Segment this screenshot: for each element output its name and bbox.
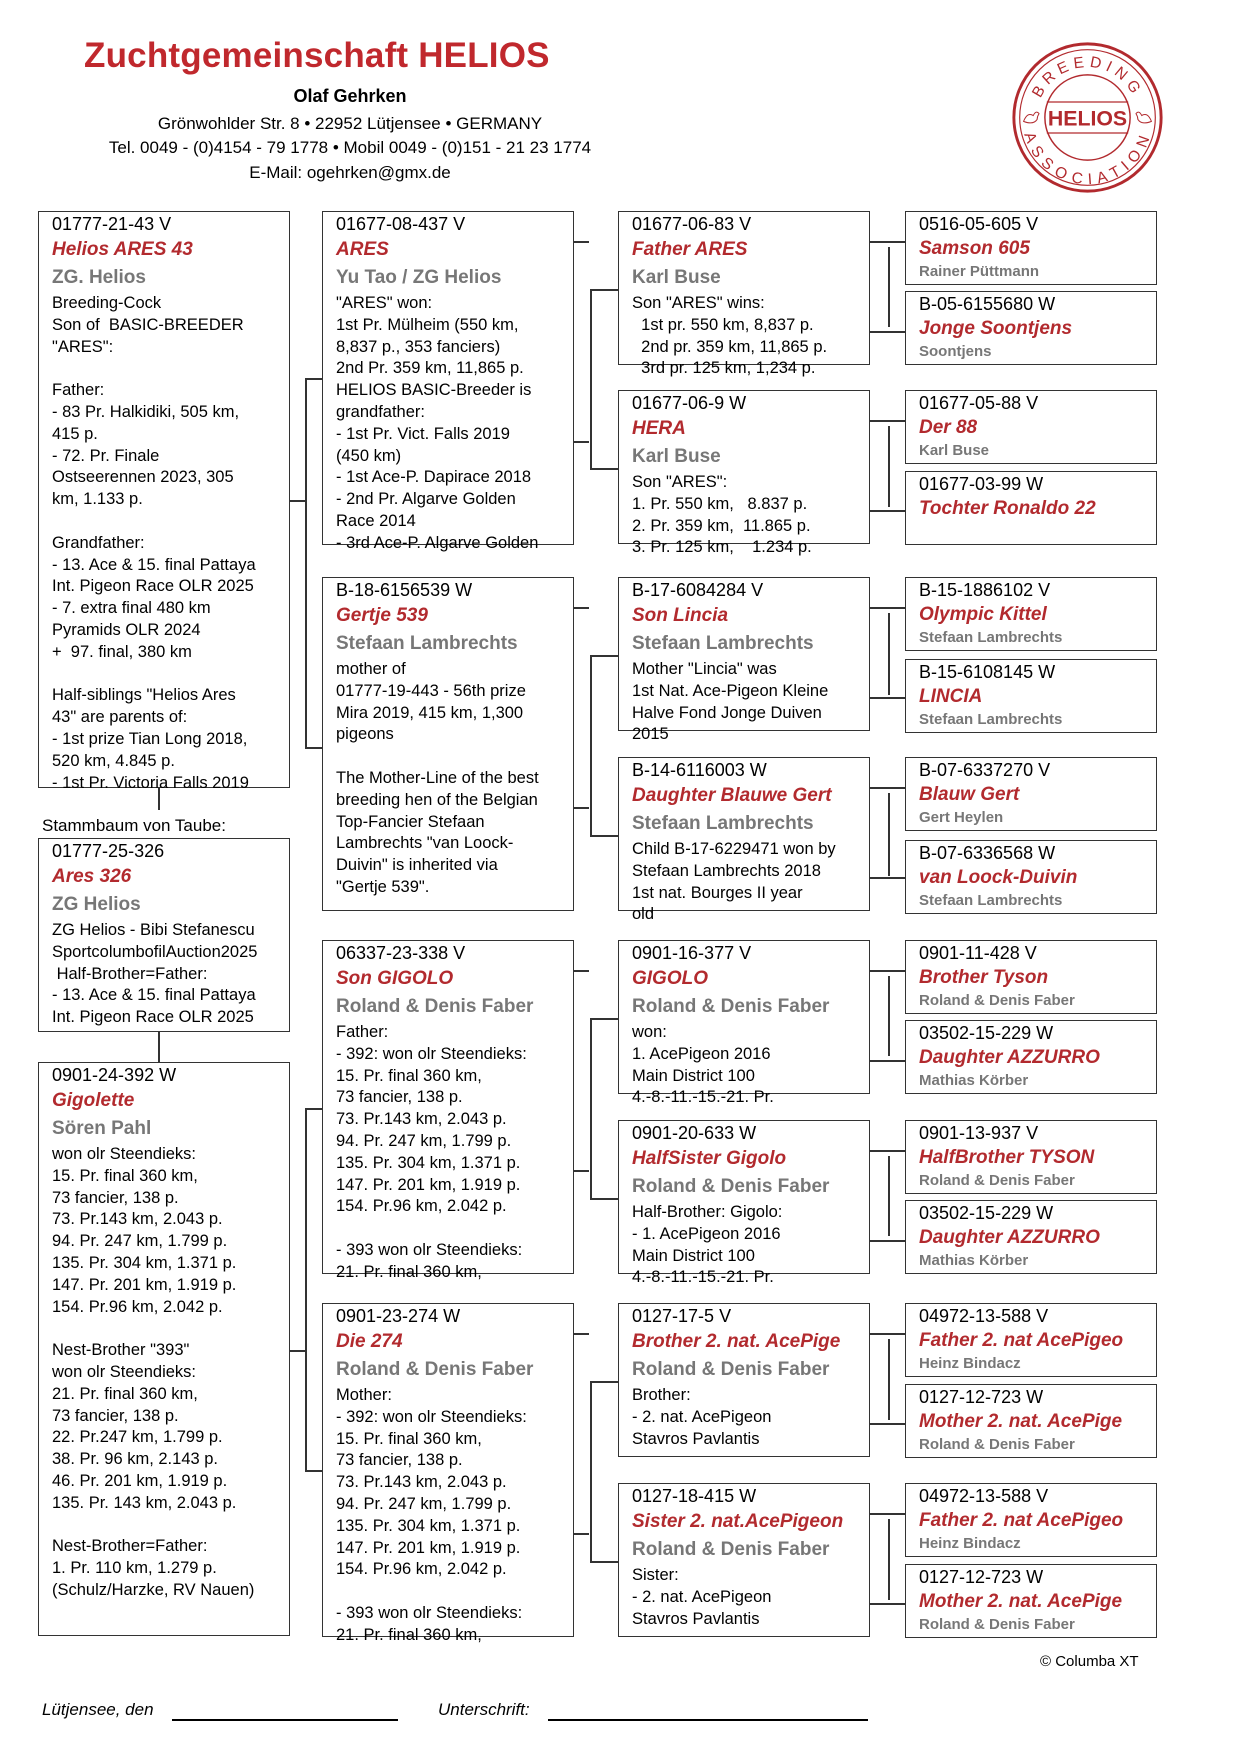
- pigeon-name: Olympic Kittel: [919, 604, 1047, 625]
- pigeon-info: "ARES" won: 1st Pr. Mülheim (550 km, 8,837 p., 353 fanciers) 2nd Pr. 359 km, 11,865 p. HELIOS BASIC-Breeder is grandfather: - 1st Pr. Vict. Falls 2019 (450 km) - 1st Ace-P. Dapirace 2018 - 2nd Pr. Algarve Golden Race 2014 - 3rd Ace-P. Algarve Golden: [336, 294, 539, 552]
- connector-line: [590, 289, 618, 291]
- logo-top-text: BREEDING: [1028, 53, 1147, 101]
- breeder-name: Roland & Denis Faber: [632, 1539, 830, 1560]
- ring-number: 01677-06-9 W: [632, 393, 747, 413]
- connector-line: [870, 1060, 906, 1062]
- breeder-name: Karl Buse: [632, 267, 721, 288]
- breeder-name: Rainer Püttmann: [919, 263, 1040, 280]
- ring-number: 0901-20-633 W: [632, 1123, 757, 1143]
- gen5-ancestor-card[interactable]: [905, 1020, 1157, 1094]
- pigeon-name: Tochter Ronaldo 22: [919, 498, 1096, 519]
- ring-number: B-05-6155680 W: [919, 294, 1056, 314]
- ring-number: B-15-1886102 V: [919, 580, 1051, 600]
- ring-number: 01777-25-326: [52, 841, 165, 861]
- signature-label: Unterschrift:: [438, 1700, 530, 1719]
- pigeon-name: Helios ARES 43: [52, 239, 193, 260]
- pigeon-name: GIGOLO: [632, 968, 708, 989]
- ring-number: 0127-12-723 W: [919, 1387, 1044, 1407]
- breeder-name: Gert Heylen: [919, 809, 1004, 826]
- pigeon-name: Der 88: [919, 417, 978, 438]
- connector-line: [574, 1333, 589, 1335]
- connector-line: [870, 510, 906, 512]
- gen5-ancestor-card[interactable]: [905, 940, 1157, 1014]
- connector-line: [574, 807, 589, 809]
- pigeon-name: Gigolette: [52, 1090, 135, 1111]
- mother-card[interactable]: [38, 1062, 290, 1636]
- connector-line: [888, 1156, 890, 1236]
- gen5-ancestor-card[interactable]: [905, 757, 1157, 831]
- pigeon-name: Ares 326: [52, 866, 132, 887]
- ring-number: 01677-05-88 V: [919, 393, 1039, 413]
- pigeon-info: won olr Steendieks: 15. Pr. final 360 km, 73 fancier, 138 p. 73. Pr.143 km, 2.043 p. 94. Pr. 247 km, 1.799 p. 135. Pr. 304 km, 1.371 p. 147. Pr. 201 km, 1.919 p. 154. Pr.96 km, 2.042 p. Nest-Brother "393" won olr Steendieks: 21. Pr. final 360 km, 73 fancier, 138 p. 22. Pr.247 km, 1.799 p. 38. Pr. 96 km, 2.143 p. 46. Pr. 201 km, 1.919 p. 135. Pr. 143 km, 2.043 p. Nest-Brother=Father: 1. Pr. 110 km, 1.279 p. (Schulz/Harzke, RV Nauen): [52, 1145, 255, 1599]
- gen5-ancestor-card[interactable]: [905, 1200, 1157, 1274]
- connector-line: [870, 787, 906, 789]
- breeder-name: ZG Helios: [52, 894, 141, 915]
- signature-field[interactable]: [548, 1719, 868, 1721]
- connector-line: [590, 655, 618, 657]
- pigeon-info: Son "ARES": 1. Pr. 550 km, 8.837 p. 2. Pr. 359 km, 11.865 p. 3. Pr. 125 km, 1.234 p.: [632, 473, 812, 557]
- connector-line: [870, 1513, 906, 1515]
- connector-line: [590, 468, 618, 470]
- ring-number: 0127-18-415 W: [632, 1486, 757, 1506]
- ring-number: B-14-6116003 W: [632, 760, 767, 780]
- ring-number: 0516-05-605 V: [919, 214, 1039, 234]
- pigeon-name: van Loock-Duivin: [919, 867, 1078, 888]
- owner-address: Grönwohlder Str. 8 • 22952 Lütjensee • GERMANY: [157, 114, 543, 133]
- connector-line: [870, 607, 906, 609]
- connector-line: [305, 747, 322, 749]
- breeder-name: Yu Tao / ZG Helios: [336, 267, 502, 288]
- stammbaum-label: Stammbaum von Taube:: [42, 816, 226, 835]
- connector-line: [290, 500, 306, 502]
- connector-line: [590, 1381, 618, 1383]
- place-date-label: Lütjensee, den: [42, 1700, 154, 1719]
- pigeon-info: Brother: - 2. nat. AcePigeon Stavros Pavlantis: [632, 1386, 772, 1448]
- breeder-name: Roland & Denis Faber: [919, 1172, 1075, 1189]
- pigeon-name: Brother 2. nat. AcePige: [632, 1331, 841, 1352]
- great-grandparent-card[interactable]: [618, 211, 870, 378]
- connector-line: [574, 607, 589, 609]
- gen5-ancestor-card[interactable]: [905, 1483, 1157, 1557]
- subject-card[interactable]: [38, 838, 290, 1032]
- ring-number: 0127-12-723 W: [919, 1567, 1044, 1587]
- logo-center-text: HELIOS: [1047, 106, 1128, 131]
- pigeon-name: Father 2. nat AcePigeo: [919, 1510, 1124, 1531]
- pigeon-info: ZG Helios - Bibi Stefanescu SportcolumbofilAuction2025 Half-Brother=Father: - 13. Ace & 15. final Pattaya Int. Pigeon Race OLR 2025: [52, 921, 258, 1027]
- great-grandparent-card[interactable]: [618, 940, 870, 1107]
- pigeon-name: Mother 2. nat. AcePige: [919, 1591, 1123, 1612]
- page-title: Zuchtgemeinschaft HELIOS: [84, 36, 550, 75]
- connector-line: [590, 1018, 592, 1198]
- pigeon-name: Mother 2. nat. AcePige: [919, 1411, 1123, 1432]
- connector-line: [290, 1350, 306, 1352]
- great-grandparent-card[interactable]: [618, 1483, 870, 1637]
- breeder-name: Stefaan Lambrechts: [336, 633, 518, 654]
- ring-number: 04972-13-588 V: [919, 1486, 1049, 1506]
- breeder-name: Mathias Körber: [919, 1252, 1029, 1269]
- pigeon-name: HalfSister Gigolo: [632, 1148, 787, 1169]
- pigeon-info: mother of 01777-19-443 - 56th prize Mira 2019, 415 km, 1,300 pigeons The Mother-Line of the best breeding hen of the Belgian Top-Fancier Stefaan Lambrechts "van Loock- Duivin" is inherited via "Gertje 539".: [336, 660, 539, 896]
- breeder-name: Roland & Denis Faber: [336, 996, 534, 1017]
- breeder-name: Heinz Bindacz: [919, 1355, 1021, 1372]
- pigeon-name: Daughter Blauwe Gert: [632, 785, 832, 806]
- breeder-name: Stefaan Lambrechts: [632, 813, 814, 834]
- ring-number: 01677-06-83 V: [632, 214, 752, 234]
- pigeon-info: Half-Brother: Gigolo: - 1. AcePigeon 2016 Main District 100 4.-8.-11.-15.-21. Pr.: [632, 1203, 783, 1287]
- pigeon-name: Daughter AZZURRO: [919, 1047, 1100, 1068]
- connector-line: [870, 697, 906, 699]
- connector-line: [870, 331, 906, 333]
- connector-line: [590, 1561, 618, 1563]
- connector-line: [590, 1018, 618, 1020]
- gen5-ancestor-card[interactable]: [905, 1120, 1157, 1194]
- connector-line: [870, 420, 906, 422]
- grandparent-card[interactable]: [322, 1303, 574, 1644]
- ring-number: B-07-6337270 V: [919, 760, 1051, 780]
- connector-line: [305, 1108, 322, 1110]
- connector-line: [590, 289, 592, 468]
- connector-line: [574, 1170, 589, 1172]
- gen5-ancestor-card[interactable]: [905, 577, 1157, 651]
- pigeon-info: Breeding-Cock Son of BASIC-BREEDER "ARES": Father: - 83 Pr. Halkidiki, 505 km, 415 p. - 72. Pr. Finale Ostseerennen 2023, 305 km, 1.133 p. Grandfather: - 13. Ace & 15. final Pattaya Int. Pigeon Race OLR 2025 - 7. extra final 480 km Pyramids OLR 2024 + 97. final, 380 km Half-siblings "Helios Ares 43" are parents of: - 1st prize Tian Long 2018, 520 km, 4.845 p. - 1st Pr. Victoria Falls 2019: [52, 294, 256, 792]
- breeder-name: Stefaan Lambrechts: [919, 629, 1063, 646]
- breeder-name: Soontjens: [919, 343, 992, 360]
- connector-line: [574, 241, 589, 243]
- connector-line: [305, 1108, 307, 1471]
- ring-number: 0901-13-937 V: [919, 1123, 1039, 1143]
- pigeon-name: Jonge Soontjens: [919, 318, 1073, 339]
- great-grandparent-card[interactable]: [618, 757, 870, 924]
- connector-line: [888, 976, 890, 1056]
- pigeon-info: Mother: - 392: won olr Steendieks: 15. Pr. final 360 km, 73 fancier, 138 p. 73. Pr.143 km, 2.043 p. 94. Pr. 247 km, 1.799 p. 135. Pr. 304 km, 1.371 p. 147. Pr. 201 km, 1.919 p. 154. Pr.96 km, 2.042 p. - 393 won olr Steendieks: 21. Pr. final 360 km,: [336, 1386, 527, 1644]
- breeder-name: Karl Buse: [919, 442, 990, 459]
- ring-number: 0127-17-5 V: [632, 1306, 732, 1326]
- gen5-ancestor-card[interactable]: [905, 840, 1157, 914]
- breeder-name: Roland & Denis Faber: [632, 996, 830, 1017]
- breeder-name: Karl Buse: [632, 446, 721, 467]
- pigeon-info: Sister: - 2. nat. AcePigeon Stavros Pavlantis: [632, 1566, 772, 1628]
- connector-line: [305, 378, 322, 380]
- great-grandparent-card[interactable]: [618, 1303, 870, 1457]
- connector-line: [574, 970, 589, 972]
- pigeon-name: Son Lincia: [632, 605, 729, 626]
- helios-breeding-association-logo: [1010, 40, 1165, 195]
- breeder-name: Stefaan Lambrechts: [919, 892, 1063, 909]
- connector-line: [870, 1603, 906, 1605]
- connector-line: [574, 1533, 589, 1535]
- pigeon-name: ARES: [336, 239, 389, 260]
- connector-line: [888, 613, 890, 695]
- pigeon-info: Son "ARES" wins: 1st pr. 550 km, 8,837 p. 2nd pr. 359 km, 11,865 p. 3rd pr. 125 km, 1,234 p.: [632, 294, 828, 378]
- pigeon-name: Father 2. nat AcePigeo: [919, 1330, 1124, 1351]
- connector-line: [870, 1423, 906, 1425]
- pigeon-name: Son GIGOLO: [336, 968, 454, 989]
- gen5-ancestor-card[interactable]: [905, 291, 1157, 365]
- connector-line: [574, 441, 589, 443]
- connector-line: [590, 1381, 592, 1561]
- gen5-ancestor-card[interactable]: [905, 659, 1157, 733]
- connector-line: [590, 1198, 618, 1200]
- gen5-ancestor-card[interactable]: [905, 1303, 1157, 1377]
- breeder-name: Roland & Denis Faber: [632, 1359, 830, 1380]
- ring-number: 04972-13-588 V: [919, 1306, 1049, 1326]
- connector-line: [870, 1333, 906, 1335]
- connector-line: [590, 835, 618, 837]
- pigeon-name: Father ARES: [632, 239, 748, 260]
- connector-line: [305, 1470, 322, 1472]
- gen5-ancestor-card[interactable]: [905, 211, 1157, 285]
- ring-number: B-18-6156539 W: [336, 580, 473, 600]
- great-grandparent-card[interactable]: [618, 390, 870, 557]
- owner-email: E-Mail: ogehrken@gmx.de: [249, 163, 451, 182]
- pigeon-name: Sister 2. nat.AcePigeon: [632, 1511, 844, 1532]
- pigeon-icon-right: [1136, 112, 1152, 123]
- gen5-ancestor-card[interactable]: [905, 1384, 1157, 1458]
- ring-number: 03502-15-229 W: [919, 1203, 1054, 1223]
- father-card[interactable]: [38, 211, 290, 792]
- breeder-name: Roland & Denis Faber: [919, 1616, 1075, 1633]
- ring-number: 06337-23-338 V: [336, 943, 466, 963]
- connector-line: [870, 1150, 906, 1152]
- pigeon-name: Brother Tyson: [919, 967, 1049, 988]
- logo-bottom-text: ASSOCIATION: [1020, 129, 1155, 189]
- ring-number: 0901-23-274 W: [336, 1306, 461, 1326]
- connector-line: [888, 1339, 890, 1420]
- connector-line: [590, 655, 592, 835]
- ring-number: 01777-21-43 V: [52, 214, 172, 234]
- breeder-name: Roland & Denis Faber: [632, 1176, 830, 1197]
- pigeon-info: Child B-17-6229471 won by Stefaan Lambrechts 2018 1st nat. Bourges II year old: [632, 840, 836, 924]
- pigeon-name: HERA: [632, 418, 686, 439]
- connector-line: [870, 877, 906, 879]
- connector-line: [870, 241, 906, 243]
- pigeon-name: LINCIA: [919, 686, 983, 707]
- pigeon-name: Blauw Gert: [919, 784, 1020, 805]
- breeder-name: Roland & Denis Faber: [919, 992, 1075, 1009]
- connector-line: [305, 378, 307, 748]
- breeder-name: Heinz Bindacz: [919, 1535, 1021, 1552]
- great-grandparent-card[interactable]: [618, 577, 870, 744]
- grandparent-card[interactable]: [322, 577, 574, 911]
- grandparent-card[interactable]: [322, 940, 574, 1281]
- gen5-ancestor-card[interactable]: [905, 390, 1157, 464]
- breeder-name: Stefaan Lambrechts: [919, 711, 1063, 728]
- breeder-name: Stefaan Lambrechts: [632, 633, 814, 654]
- ring-number: B-15-6108145 W: [919, 662, 1056, 682]
- connector-line: [870, 1240, 906, 1242]
- breeder-name: ZG. Helios: [52, 267, 146, 288]
- pigeon-icon-left: [1024, 112, 1040, 123]
- ring-number: 0901-11-428 V: [919, 943, 1037, 963]
- connector-line: [888, 247, 890, 327]
- breeder-name: Roland & Denis Faber: [336, 1359, 534, 1380]
- pigeon-info: won: 1. AcePigeon 2016 Main District 100 4.-8.-11.-15.-21. Pr.: [632, 1023, 774, 1107]
- ring-number: 01677-03-99 W: [919, 474, 1044, 494]
- pigeon-name: Samson 605: [919, 238, 1030, 259]
- grandparent-card[interactable]: [322, 211, 574, 552]
- copyright-notice: © Columba XT: [1040, 1653, 1139, 1670]
- owner-phone: Tel. 0049 - (0)4154 - 79 1778 • Mobil 0049 - (0)151 - 21 23 1774: [108, 138, 592, 157]
- breeder-name: Mathias Körber: [919, 1072, 1029, 1089]
- pigeon-info: Mother "Lincia" was 1st Nat. Ace-Pigeon Kleine Halve Fond Jonge Duiven 2015: [632, 660, 829, 744]
- gen5-ancestor-card[interactable]: [905, 1564, 1157, 1638]
- gen5-ancestor-card[interactable]: [905, 471, 1157, 545]
- ring-number: 0901-16-377 V: [632, 943, 752, 963]
- pigeon-info: Father: - 392: won olr Steendieks: 15. Pr. final 360 km, 73 fancier, 138 p. 73. Pr.143 km, 2.043 p. 94. Pr. 247 km, 1.799 p. 135. Pr. 304 km, 1.371 p. 147. Pr. 201 km, 1.919 p. 154. Pr.96 km, 2.042 p. - 393 won olr Steendieks: 21. Pr. final 360 km,: [336, 1023, 527, 1281]
- pigeon-name: Die 274: [336, 1331, 403, 1352]
- ring-number: B-17-6084284 V: [632, 580, 764, 600]
- great-grandparent-card[interactable]: [618, 1120, 870, 1287]
- breeder-name: Sören Pahl: [52, 1118, 152, 1139]
- connector-line: [888, 793, 890, 876]
- ring-number: 03502-15-229 W: [919, 1023, 1054, 1043]
- owner-name: Olaf Gehrken: [293, 86, 407, 106]
- ring-number: B-07-6336568 W: [919, 843, 1056, 863]
- pigeon-name: Gertje 539: [336, 605, 428, 626]
- connector-line: [888, 426, 890, 507]
- breeder-name: Roland & Denis Faber: [919, 1436, 1075, 1453]
- ring-number: 01677-08-437 V: [336, 214, 466, 234]
- connector-line: [158, 1032, 160, 1062]
- connector-line: [870, 970, 906, 972]
- connector-line: [888, 1519, 890, 1600]
- pigeon-name: Daughter AZZURRO: [919, 1227, 1100, 1248]
- ring-number: 0901-24-392 W: [52, 1065, 177, 1085]
- pigeon-name: HalfBrother TYSON: [919, 1147, 1095, 1168]
- place-date-field[interactable]: [172, 1719, 398, 1721]
